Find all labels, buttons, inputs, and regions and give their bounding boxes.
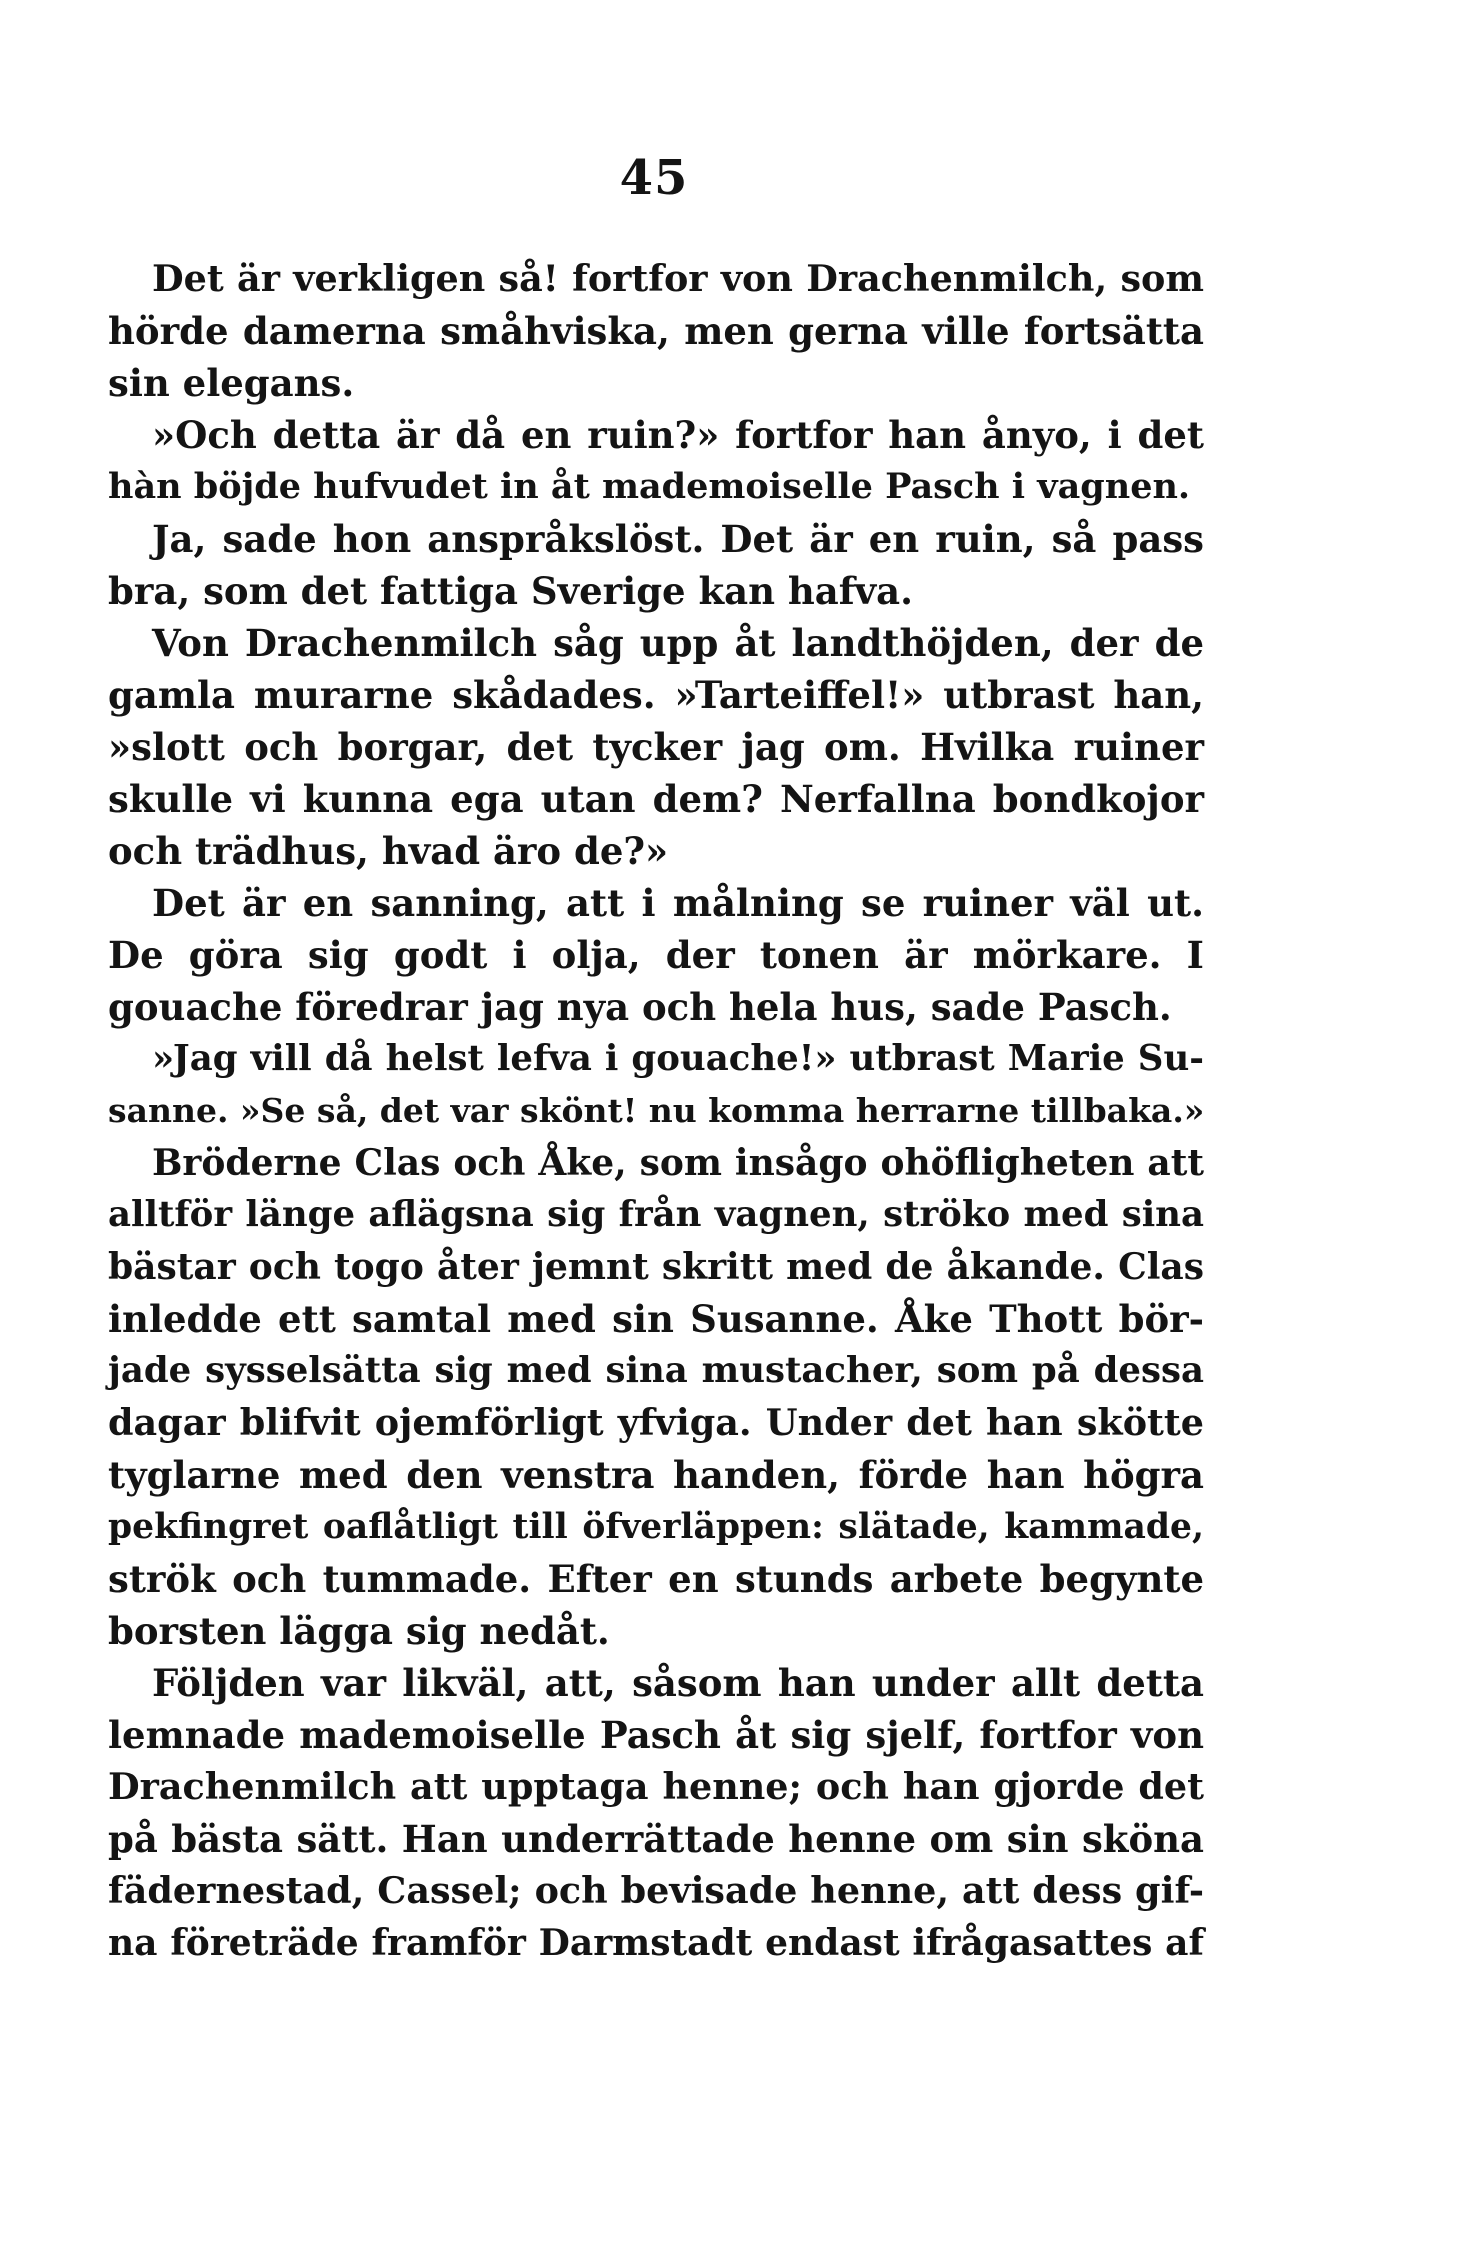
body-text [108, 253, 1204, 1969]
text-line: skulle vi kunna ega utan dem? Nerfallna bondkojor [108, 777, 1204, 821]
text-line: fädernestad, Cassel; och bevisade henne, att dess gif- [108, 1869, 1204, 1912]
text-line: strök och tummade. Efter en stunds arbete begynte [108, 1557, 1204, 1601]
text-line: hàn böjde hufvudet in åt mademoiselle Pasch i vagnen. [108, 466, 1191, 507]
text-line: Följden var likväl, att, såsom han under allt detta [152, 1661, 1204, 1705]
text-line: sin elegans. [108, 361, 355, 405]
text-line: »Och detta är då en ruin?» fortfor han ånyo, i det [152, 413, 1204, 457]
page-number: 45 [619, 150, 689, 206]
text-line: lemnade mademoiselle Pasch åt sig sjelf, fortfor von [108, 1713, 1204, 1757]
text-line: Ja, sade hon anspråkslöst. Det är en ruin, så pass [152, 517, 1204, 561]
text-line: »Jag vill då helst lefva i gouache!» utbrast Marie Su- [152, 1038, 1204, 1079]
text-line: De göra sig godt i olja, der tonen är mörkare. I [108, 933, 1204, 977]
text-line: Drachenmilch att upptaga henne; och han gjorde det [108, 1765, 1204, 1808]
text-line: alltför länge aflägsna sig från vagnen, ströko med sina [108, 1194, 1204, 1235]
text-line: inledde ett samtal med sin Susanne. Åke Thott bör- [108, 1297, 1204, 1341]
text-line: pekfingret oaflåtligt till öfverläppen: slätade, kammade, [108, 1507, 1204, 1547]
text-line: bra, som det fattiga Sverige kan hafva. [108, 569, 914, 613]
text-line: och trädhus, hvad äro de?» [108, 829, 669, 873]
text-line: borsten lägga sig nedåt. [108, 1609, 610, 1653]
text-line: Bröderne Clas och Åke, som insågo ohöfligheten att [152, 1142, 1204, 1184]
text-line: sanne. »Se så, det var skönt! nu komma herrarne tillbaka.» [108, 1091, 1205, 1130]
text-line: Det är en sanning, att i målning se ruiner väl ut. [152, 881, 1204, 925]
text-line: hörde damerna småhviska, men gerna ville fortsätta [108, 309, 1204, 353]
text-line: gouache föredrar jag nya och hela hus, sade Pasch. [108, 985, 1172, 1029]
text-line: »slott och borgar, det tycker jag om. Hvilka ruiner [108, 725, 1204, 769]
text-line: tyglarne med den venstra handen, förde han högra [108, 1453, 1204, 1497]
text-line: Von Drachenmilch såg upp åt landthöjden, der de [152, 621, 1204, 665]
text-line: dagar blifvit ojemförligt yfviga. Under det han skötte [108, 1401, 1204, 1444]
text-line: bästar och togo åter jemnt skritt med de åkande. Clas [108, 1246, 1204, 1288]
text-line: jade sysselsätta sig med sina mustacher, som på dessa [108, 1350, 1204, 1391]
text-line: på bästa sätt. Han underrättade henne om sin sköna [108, 1817, 1204, 1861]
text-line: na företräde framför Darmstadt endast ifrågasattes af [108, 1922, 1204, 1964]
text-line: Det är verkligen så! fortfor von Drachenmilch, som [152, 257, 1204, 300]
text-line: gamla murarne skådades. »Tarteiffel!» utbrast han, [108, 673, 1204, 717]
